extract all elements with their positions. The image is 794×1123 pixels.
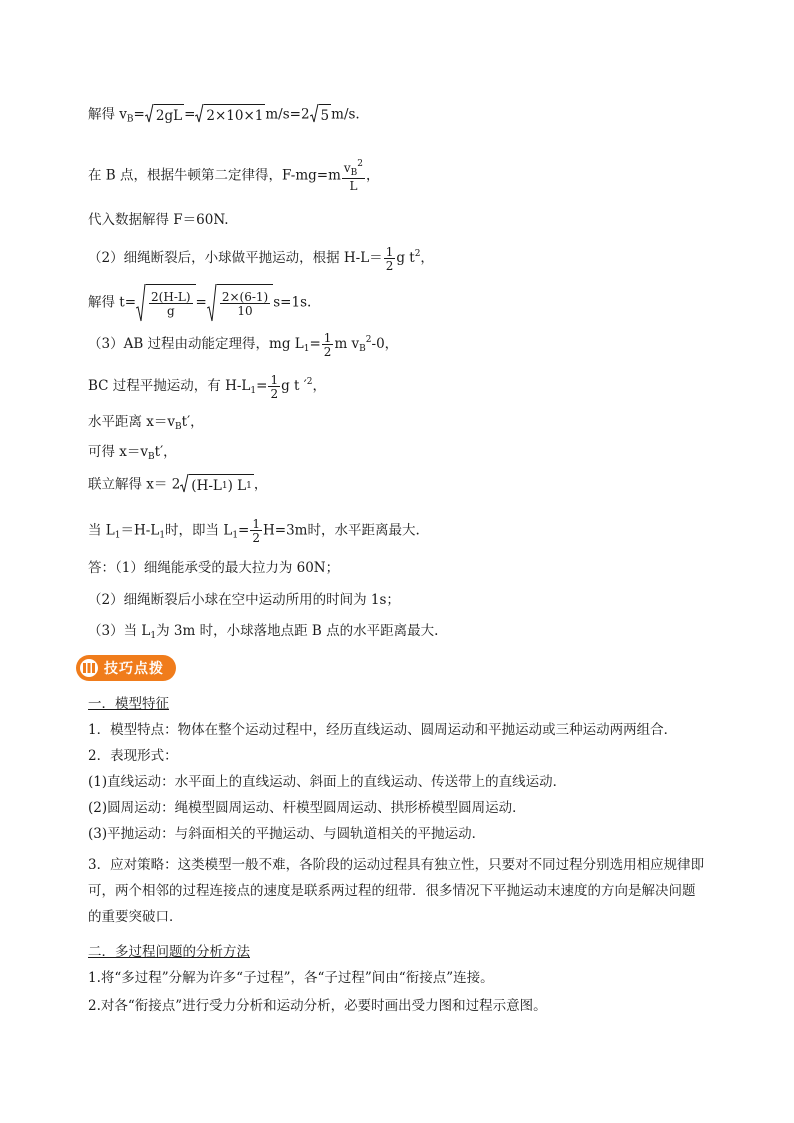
tip-paragraph-6 xyxy=(88,852,708,930)
numerator: 1 xyxy=(323,330,332,345)
method-paragraph-1 xyxy=(88,968,494,988)
text: 解得 t= xyxy=(88,294,137,311)
text: g t ′ xyxy=(281,378,307,394)
radicand: 2×10×1 xyxy=(204,104,265,126)
superscript: 2 xyxy=(414,249,421,259)
text: 为 3m 时，小球落地点距 B 点的水平距离最大. xyxy=(156,623,439,639)
radicand: 5 xyxy=(319,104,332,126)
denominator: 2 xyxy=(270,386,279,401)
text: （2）细绳断裂后，小球做平抛运动，根据 H-L＝ xyxy=(88,250,383,266)
text: = xyxy=(256,378,268,394)
denominator: 2 xyxy=(385,258,394,273)
solution-line-vb xyxy=(88,104,360,130)
tip-paragraph-5 xyxy=(88,824,485,844)
fraction xyxy=(149,291,193,317)
numerator: 1 xyxy=(252,517,260,531)
sqrt-2gl xyxy=(145,104,184,126)
text: BC 过程平抛运动，有 H-L xyxy=(88,378,251,394)
subscript: 1 xyxy=(150,631,157,641)
text: 代入数据解得 F＝60N. xyxy=(88,212,229,228)
text: = xyxy=(238,522,250,539)
solution-line-obtain xyxy=(88,442,177,467)
numerator: 2(H-L) xyxy=(151,290,191,304)
fraction-half xyxy=(384,246,396,272)
tip-paragraph-4 xyxy=(88,798,526,818)
fraction-vb2-over-l xyxy=(342,160,365,192)
text: 二．多过程问题的分析方法 xyxy=(88,944,250,960)
tip-paragraph-3 xyxy=(88,772,566,792)
text: ， xyxy=(420,250,434,266)
solution-line-distance xyxy=(88,412,204,437)
superscript: 2 xyxy=(357,159,364,169)
text: (2)圆周运动：绳模型圆周运动、杆模型圆周运动、拱形桥模型圆周运动． xyxy=(88,800,526,816)
text: 解得 v xyxy=(88,106,127,123)
solution-line-max xyxy=(88,518,420,546)
denominator: g xyxy=(166,304,175,318)
sqrt-5 xyxy=(310,104,332,126)
sqrt-fraction-symbolic xyxy=(136,284,196,322)
solution-line-energy xyxy=(88,330,398,359)
numerator: 1 xyxy=(385,244,394,259)
text: ， xyxy=(312,378,327,394)
text: = xyxy=(184,106,196,123)
text: ， xyxy=(253,476,268,493)
subscript: 1 xyxy=(303,344,310,354)
fraction-half xyxy=(322,332,334,358)
text: t′， xyxy=(181,414,204,430)
text: (3)平抛运动：与斜面相关的平抛运动、与圆轨道相关的平抛运动． xyxy=(88,826,486,842)
text: 时，即当 L xyxy=(165,522,233,539)
subscript: 1 xyxy=(250,386,257,396)
text: 2.对各“衔接点”进行受力分析和运动分析，必要时画出受力图和过程示意图。 xyxy=(88,998,547,1014)
fraction xyxy=(220,291,270,317)
text: 一．模型特征 xyxy=(88,696,169,712)
denominator: 2 xyxy=(323,344,332,359)
text: （2）细绳断裂后小球在空中运动所用的时间为 1s； xyxy=(88,592,400,608)
text: g t xyxy=(396,250,415,266)
text: m/s. xyxy=(331,106,360,123)
text: 1．模型特点：物体在整个运动过程中，经历直线运动、圆周运动和平抛运动或三种运动两两组合． xyxy=(88,722,678,738)
radicand: 2gL xyxy=(154,104,184,126)
superscript: 2 xyxy=(306,377,313,387)
text: 2．表现形式： xyxy=(88,748,178,764)
text: = xyxy=(195,294,207,311)
text: 联立解得 x＝ 2 xyxy=(88,476,181,493)
solution-line-f xyxy=(88,210,229,230)
text: 3．应对策略：这类模型一般不难，各阶段的运动过程具有独立性，只要对不同过程分别选用相应规律即可，两个相邻的过程连接点的速度是联系两过程的纽带．很多情况下平抛运动末速度的方向是解决问题的重要突破口． xyxy=(88,857,705,925)
text: 答：（1）细绳能承受的最大拉力为 60N； xyxy=(88,560,340,576)
text: 可得 x＝v xyxy=(88,444,149,460)
answer-3 xyxy=(88,621,438,646)
text: H=3m时，水平距离最大. xyxy=(263,522,420,539)
subscript: 1 xyxy=(246,481,252,491)
sqrt-fraction-numeric xyxy=(207,284,273,322)
solution-line-projectile xyxy=(88,244,434,272)
answer-1 xyxy=(88,558,339,578)
solution-line-newton xyxy=(88,160,380,192)
text: 水平距离 x＝v xyxy=(88,414,176,430)
numerator: v xyxy=(343,161,351,175)
subscript: 1 xyxy=(221,481,228,491)
text: ＝H-L xyxy=(120,522,160,539)
fraction-half xyxy=(250,518,262,544)
solution-line-combined xyxy=(88,474,267,496)
tips-badge xyxy=(76,655,176,681)
radicand: ) L xyxy=(227,478,247,494)
superscript: 2 xyxy=(365,335,372,345)
book-stack-icon xyxy=(80,659,98,677)
text: = xyxy=(133,106,145,123)
tip-paragraph-1 xyxy=(88,720,677,740)
subscript: 1 xyxy=(159,530,166,541)
text: 1.将“多过程”分解为许多“子过程”，各“子过程”间由“衔接点”连接。 xyxy=(88,970,494,986)
section-title-model-features xyxy=(88,694,169,714)
denominator: 10 xyxy=(237,304,253,318)
text: -0， xyxy=(371,336,399,352)
tip-paragraph-2 xyxy=(88,746,178,766)
text: （3）当 L xyxy=(88,623,151,639)
subscript: B xyxy=(126,114,134,125)
method-paragraph-2 xyxy=(88,996,547,1016)
text: 在 B 点，根据牛顿第二定律得，F-mg=m xyxy=(88,167,341,184)
subscript: B xyxy=(350,168,358,178)
text: （3）AB 过程由动能定理得，mg L xyxy=(88,336,304,352)
fraction-half xyxy=(268,374,280,400)
subscript: B xyxy=(359,344,366,354)
denominator: L xyxy=(349,179,358,193)
solution-line-time xyxy=(88,284,311,322)
subscript: B xyxy=(175,422,182,432)
subscript: B xyxy=(148,452,155,462)
text: = xyxy=(309,336,321,352)
numerator: 1 xyxy=(270,372,279,387)
badge-label: 技巧点拨 xyxy=(104,661,164,677)
numerator: 2×(6-1) xyxy=(221,290,269,304)
denominator: 2 xyxy=(252,531,260,545)
solution-line-bc xyxy=(88,372,326,401)
text: 当 L xyxy=(88,522,115,539)
subscript: 1 xyxy=(232,530,239,541)
section-title-analysis-method xyxy=(88,942,250,962)
text: s=1s. xyxy=(273,294,312,311)
subscript: 1 xyxy=(114,530,121,541)
sqrt-numeric xyxy=(195,104,265,126)
text: ， xyxy=(366,167,380,184)
text: m/s=2 xyxy=(265,106,310,123)
radicand: (H-L xyxy=(191,478,222,494)
answer-2 xyxy=(88,590,400,610)
text: t′， xyxy=(154,444,177,460)
text: m v xyxy=(334,336,360,352)
sqrt-product xyxy=(180,474,254,496)
text: (1)直线运动：水平面上的直线运动、斜面上的直线运动、传送带上的直线运动． xyxy=(88,774,567,790)
